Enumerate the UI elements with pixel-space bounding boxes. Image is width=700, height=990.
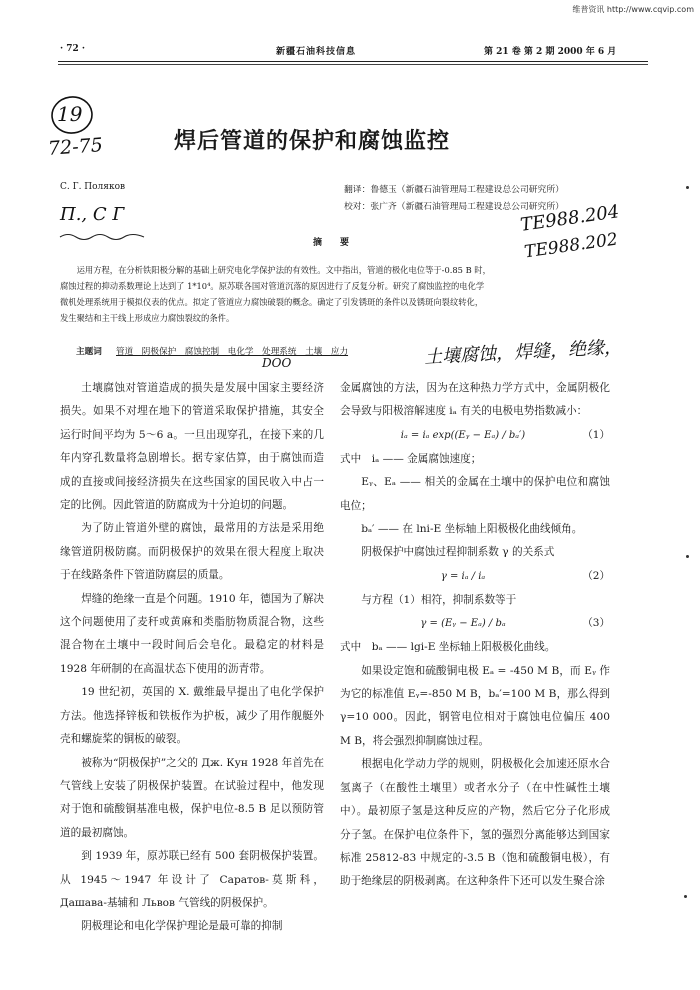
translator-line: 翻译：鲁德玉（新疆石油管理局工程建设总公司研究所） bbox=[344, 185, 564, 195]
equation-2 bbox=[340, 565, 610, 589]
body-paragraph: 为了防止管道外壁的腐蚀，最常用的方法是采用绝缘管道阴极防腐。而阴极保护的效果在很大程度上取决于在线路条件下管道防腐层的质量。 bbox=[60, 522, 324, 582]
body-paragraph: 根据电化学动力学的规则，阴极极化会加速还原水合氢离子（在酸性土壤里）或者水分子（在中性碱性土壤中）。最初原子氢是这种反应的产物，然后它分子化形成分子氢。在保护电位条件下，氢的强烈分离能够达到国家标准 25812-83 中规定的-3.5 B（饱和硫酸铜电极），有助于绝缘层的阴极剥离。在这种条件下还可以发生聚合涂 bbox=[340, 758, 610, 888]
handwritten-page-range: 72-75 bbox=[47, 134, 104, 160]
equation-1-number: （1） bbox=[582, 428, 610, 441]
equation-3-expression: γ = (Eᵧ − Eₐ) / bₐ bbox=[420, 618, 506, 630]
where-clause: bₐ′ —— 在 lni-E 坐标轴上阳极极化曲线倾角。 bbox=[361, 523, 583, 536]
body-paragraph: 金属腐蚀的方法，因为在这种热力学方式中，金属阴极化会导致与阳极溶解速度 iₐ 有关的电极电势指数减小： bbox=[340, 382, 610, 418]
equation-2-number: （2） bbox=[582, 569, 610, 582]
body-paragraph: 与方程（1）相符，抑制系数等于 bbox=[361, 593, 517, 606]
body-paragraph: 19 世纪初，英国的 X. 戴维最早提出了电化学保护方法。他选择锌板和铁板作为护板，减少了用作舰艇外壳和螺旋桨的铜板的破裂。 bbox=[60, 686, 324, 746]
abstract-line: 运用方程，在分析铁阳极分解的基础上研究电化学保护法的有效性。文中指出，管道的极化电位等于-0.85 B 时， bbox=[76, 265, 491, 275]
header-rule-thin bbox=[58, 64, 648, 65]
abstract-body bbox=[60, 262, 640, 326]
keywords-list: 管道 阴极保护 腐蚀控制 电化学 处理系统 土壤 应力 bbox=[116, 347, 349, 357]
watermark: 维普资讯 http://www.cqvip.com bbox=[572, 5, 694, 14]
margin-dot bbox=[686, 555, 689, 558]
page-number: · 72 · bbox=[60, 44, 86, 54]
abstract-line: 腐蚀过程的抑动系数理论上达到了 1*10⁴。原苏联各国对管道沉落的原因进行了反复分析。研究了腐蚀监控的电化学 bbox=[60, 281, 485, 291]
equation-2-expression: γ = iₐ / iₐ bbox=[440, 570, 486, 582]
abstract-label: 摘 要 bbox=[313, 238, 350, 248]
body-paragraph: 被称为“阴极保护”之父的 Дж. Кун 1928 年首先在气管线上安装了阴极保护装置。在试验过程中，他发现对于饱和硫酸铜基准电极，保护电位-8.5 B 足以预防管道的最初腐蚀。 bbox=[60, 756, 324, 839]
equation-3 bbox=[340, 612, 610, 636]
handwritten-keyword-notes: 土壤腐蚀，焊缝，绝缘， bbox=[423, 336, 623, 369]
right-column bbox=[340, 377, 610, 894]
margin-dot bbox=[686, 186, 689, 189]
body-paragraph: 阴极保护中腐蚀过程抑制系数 γ 的关系式 bbox=[361, 546, 555, 559]
equation-3-number: （3） bbox=[582, 617, 610, 630]
body-paragraph: 到 1939 年，原苏联已经有 500 套阴极保护装置。从 1945～1947 年设计了 Саратов-莫斯科，Дашава-基辅和 Львов 气管线的阴极保护。 bbox=[60, 850, 324, 909]
equation-1-expression: iₐ = iₐ exp((Eᵧ − Eₐ) / bₐ′) bbox=[400, 429, 526, 441]
author-name: С. Г. Поляков bbox=[60, 182, 126, 192]
abstract-line: 微机处理系统用于模拟仪表的优点。拟定了管道应力腐蚀破裂的概念。确定了引发锈斑的条件以及锈斑向裂纹转化， bbox=[60, 297, 484, 307]
handwritten-author-translit: П., С Г bbox=[60, 204, 125, 225]
left-column bbox=[60, 377, 324, 939]
body-paragraph: 焊缝的绝缘一直是个问题。1910 年，德国为了解决这个问题使用了麦秆或黄麻和类脂肪物质混合物，这些混合物在土壤中一段时间后会皂化。最稳定的材料是 1928 年研制的在高温状态下使用的沥青带。 bbox=[60, 592, 324, 675]
handwritten-class-code-1: TE988.204 bbox=[519, 201, 621, 236]
where-clause: 式中 iₐ —— 金属腐蚀速度； bbox=[340, 452, 482, 465]
issue-info: 第 21 卷 第 2 期 2000 年 6 月 bbox=[484, 47, 617, 57]
body-paragraph: 如果设定饱和硫酸铜电极 Eₐ = -450 M B，而 Eᵧ 作为它的标准值 Eᵧ=-850 M B，bₐ′=100 M B，那么得到 γ=10 000。因此，钢管电位相对于腐蚀电位偏压 400 M B，将会强烈抑制腐蚀过程。 bbox=[340, 664, 610, 747]
margin-dot bbox=[684, 895, 687, 898]
journal-name: 新疆石油科技信息 bbox=[276, 47, 357, 57]
handwritten-underline bbox=[58, 232, 148, 242]
handwritten-class-code-2: TE988.202 bbox=[523, 229, 619, 263]
equation-1 bbox=[340, 424, 610, 448]
where-clause: Eᵧ、Eₐ —— 相关的金属在土壤中的保护电位和腐蚀电位； bbox=[340, 476, 610, 512]
keywords-label: 主题词 bbox=[76, 347, 102, 357]
handwritten-circle-number: 19 bbox=[57, 102, 83, 126]
abstract-line: 发生聚结和主干线上形成应力腐蚀裂纹的条件。 bbox=[60, 313, 235, 323]
reviewer-line: 校对：张广齐（新疆石油管理局工程建设总公司研究所） bbox=[344, 202, 564, 212]
body-paragraph: 土壤腐蚀对管道造成的损失是发展中国家主要经济损失。如果不对埋在地下的管道采取保护措施，其安全运行时间平均为 5～6 a。一旦出现穿孔，在接下来的几年内穿孔数量将急剧增长。据专家估算，由于腐蚀而造成的直接或间接经济损失在这些国家的国民收入中占一定的比例。因此管道的防腐成为十分迫切的问题。 bbox=[60, 382, 324, 512]
body-paragraph: 阴极理论和电化学保护理论是最可靠的抑制 bbox=[81, 920, 283, 933]
article-title: 焊后管道的保护和腐蚀监控 bbox=[174, 129, 451, 154]
header-rule bbox=[58, 61, 648, 62]
handwritten-underline-mark: DOO bbox=[262, 356, 292, 370]
where-clause: 式中 bₐ —— lgi-E 坐标轴上阳极极化曲线。 bbox=[340, 641, 556, 654]
